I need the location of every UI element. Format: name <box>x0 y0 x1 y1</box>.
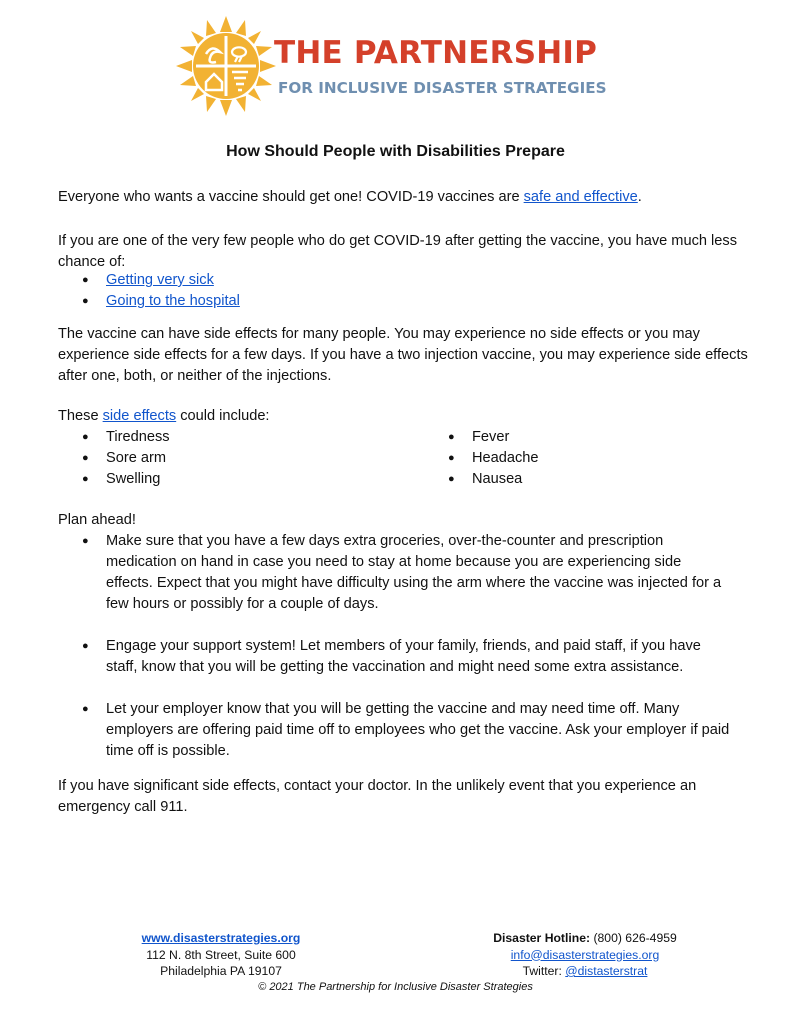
list-item: ● Let your employer know that you will be getting the vaccine and may need time off. Many employers are offering paid time off to employees who get the vaccine. Ask your employer if paid time off is possible. <box>82 699 732 762</box>
side-effects-after: could include: <box>176 408 270 424</box>
side-effects-before: These <box>58 408 103 424</box>
email-link[interactable]: info@disasterstrategies.org <box>510 947 660 962</box>
going-to-hospital-link[interactable]: Going to the hospital <box>106 293 240 309</box>
side-effects-list-right <box>448 427 539 490</box>
page-title: How Should People with Disabilities Prepare <box>226 143 565 160</box>
side-effects-intro <box>58 406 748 427</box>
hotline-label: Disaster Hotline: <box>493 931 591 945</box>
vaccine-chance-paragraph: If you are one of the very few people who do get COVID-19 after getting the vaccine, you have much less chance of: <box>58 233 737 270</box>
list-item: ● Headache <box>448 448 539 469</box>
side-effects-link[interactable]: side effects <box>102 408 177 424</box>
intro-text: Everyone who wants a vaccine should get one! COVID-19 vaccines are <box>58 189 524 205</box>
plan-list <box>82 531 732 762</box>
intro-paragraph <box>58 187 748 208</box>
list-item <box>82 270 240 291</box>
side-effects-list-left <box>82 427 170 490</box>
address-line-2: Philadelphia PA 19107 <box>160 964 282 978</box>
logo <box>176 16 636 120</box>
closing-paragraph: If you have significant side effects, contact your doctor. In the unlikely event that you experience an emergency call 911. <box>58 778 697 815</box>
copyright: © 2021 The Partnership for Inclusive Disaster Strategies <box>258 981 533 993</box>
intro-end: . <box>637 189 642 205</box>
twitter-label: Twitter: <box>522 964 566 978</box>
logo-title: THE PARTNERSHIP <box>274 35 598 71</box>
list-item: ● Sore arm <box>82 448 170 469</box>
side-effects-paragraph: The vaccine can have side effects for many people. You may experience no side effects or you may experience side effects for a few days. If you have a two injection vaccine, you may experience side effects after one, both, or neither of the injections. <box>58 326 748 384</box>
plan-ahead-heading: Plan ahead! <box>58 512 136 528</box>
hotline-number: (800) 626-4959 <box>590 931 677 945</box>
list-item: ● Fever <box>448 427 539 448</box>
address-line-1: 112 N. 8th Street, Suite 600 <box>146 947 296 962</box>
logo-subtitle: FOR INCLUSIVE DISASTER STRATEGIES <box>278 79 607 97</box>
website-link[interactable]: www.disasterstrategies.org <box>141 931 301 945</box>
list-item: ● Make sure that you have a few days extra groceries, over-the-counter and prescription medication on hand in case you need to stay at home because you are experiencing side effects. Expect that you might have difficulty using the arm where the vaccine was injected for a few hours or possibly for a couple of days. <box>82 531 732 615</box>
list-item: ● Engage your support system! Let members of your family, friends, and paid staff, if you have staff, know that you will be getting the vaccination and might need some extra assistance. <box>82 636 732 678</box>
sun-logo-icon <box>176 16 276 116</box>
list-item: ● Nausea <box>448 469 539 490</box>
footer-contact <box>470 930 700 980</box>
list-item <box>82 291 240 312</box>
list-item: ● Swelling <box>82 469 170 490</box>
safe-effective-link[interactable]: safe and effective <box>523 189 638 205</box>
list-item: ● Tiredness <box>82 427 170 448</box>
footer-address <box>116 930 326 980</box>
getting-very-sick-link[interactable]: Getting very sick <box>106 272 214 288</box>
twitter-link[interactable]: @distasterstrat <box>565 964 648 978</box>
chance-list <box>82 270 240 312</box>
